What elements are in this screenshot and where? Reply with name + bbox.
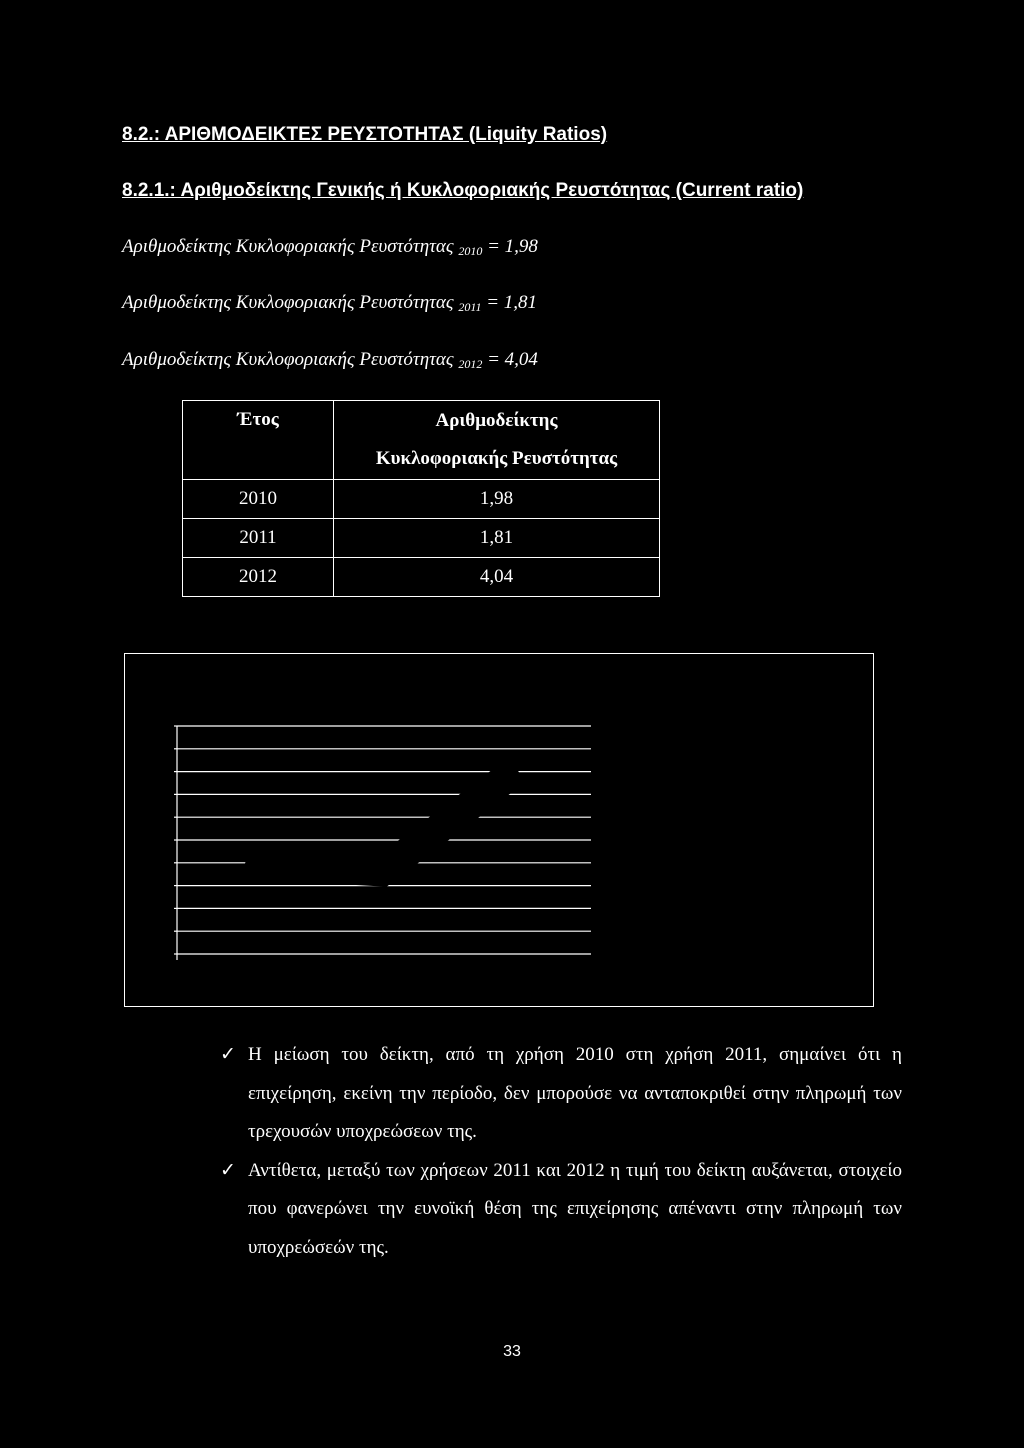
formula-value: = 1,98	[487, 236, 538, 257]
table-cell-value: 1,98	[334, 480, 660, 519]
table-header-year: Έτος	[183, 401, 334, 480]
table-cell-year: 2010	[183, 480, 334, 519]
ratio-chart	[125, 654, 875, 1008]
check-icon: ✓	[220, 1159, 236, 1181]
formula-year: 2010	[458, 244, 483, 258]
formula-value: = 1,81	[486, 292, 538, 313]
table-row	[183, 519, 660, 558]
list-item	[220, 1036, 902, 1152]
formula-year: 2011	[458, 300, 482, 314]
table-cell-value: 1,81	[334, 519, 660, 558]
table-header-ratio-line2: Κυκλοφοριακής Ρευστότητας	[375, 448, 618, 469]
formula-line	[122, 349, 538, 372]
chart-point	[380, 869, 384, 873]
formula-year: 2012	[458, 357, 483, 371]
formula-label: Αριθμοδείκτης Κυκλοφοριακής Ρευστότητας	[122, 236, 454, 257]
subsection-heading: 8.2.1.: Αριθμοδείκτης Γενικής ή Κυκλοφοριακής Ρευστότητας (Current ratio)	[122, 180, 804, 201]
bullet-list	[220, 1036, 902, 1267]
formula-line	[122, 292, 537, 315]
section-heading: 8.2.: ΑΡΙΘΜΟΔΕΙΚΤΕΣ ΡΕΥΣΤΟΤΗΤΑΣ (Liquity Ratios)	[122, 124, 608, 145]
page-number: 33	[503, 1343, 521, 1360]
ratio-table	[182, 400, 660, 597]
table-cell-year: 2011	[183, 519, 334, 558]
bullet-text: Αντίθετα, μεταξύ των χρήσεων 2011 και 2012 η τιμή του δείκτη αυξάνεται, στοιχείο που φανερώνει την ευνοϊκή θέση της επιχείρησης απέναντι στην πληρωμή των υποχρεώσεών της.	[248, 1159, 902, 1258]
formula-label: Αριθμοδείκτης Κυκλοφοριακής Ρευστότητας	[122, 292, 454, 313]
table-cell-year: 2012	[183, 558, 334, 597]
list-item	[220, 1152, 902, 1268]
table-row	[183, 558, 660, 597]
chart-series-line	[247, 770, 517, 872]
formula-label: Αριθμοδείκτης Κυκλοφοριακής Ρευστότητας	[122, 349, 454, 370]
chart-point	[515, 768, 519, 772]
formula-value: = 4,04	[487, 349, 538, 370]
table-row	[183, 480, 660, 519]
table-header-ratio	[334, 401, 660, 480]
chart-frame	[124, 653, 874, 1007]
table-cell-value: 4,04	[334, 558, 660, 597]
bullet-text: Η μείωση του δείκτη, από τη χρήση 2010 στη χρήση 2011, σημαίνει ότι η επιχείρηση, εκείνη την περίοδο, δεν μπορούσε να ανταποκριθεί στην πληρωμή των τρεχουσών υποχρεώσεων της.	[248, 1044, 902, 1142]
formula-line	[122, 236, 538, 259]
chart-point	[245, 862, 249, 866]
check-icon: ✓	[220, 1044, 236, 1065]
table-header-ratio-line1: Αριθμοδείκτης	[435, 410, 558, 431]
